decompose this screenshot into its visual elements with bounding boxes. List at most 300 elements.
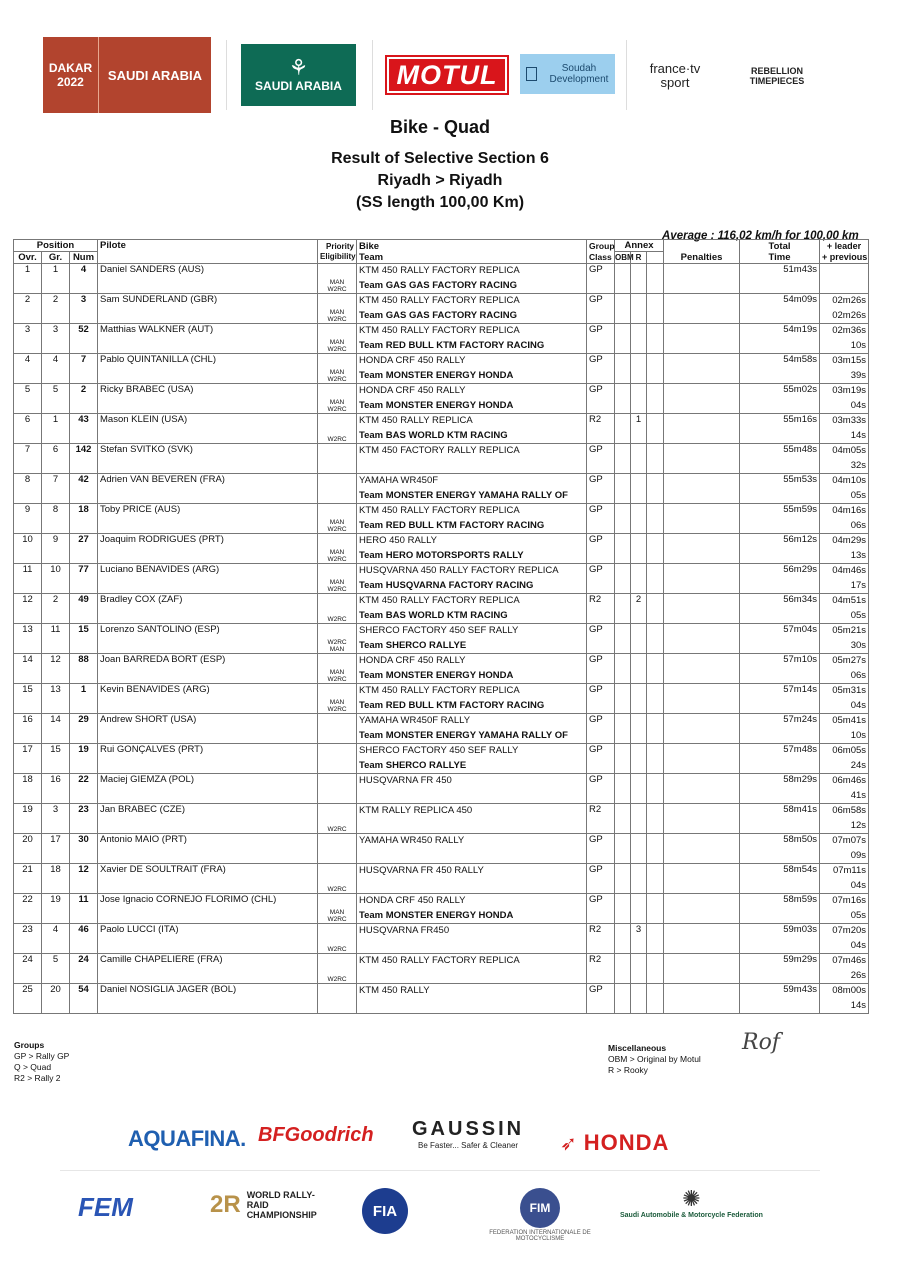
num-value: 11	[78, 894, 89, 905]
table-row	[14, 384, 869, 414]
cell-r	[631, 504, 647, 534]
class-value: GP	[589, 774, 603, 785]
eligibility-tag: MAN	[329, 519, 345, 526]
cell-penalties	[664, 984, 740, 1014]
cell-obm	[615, 414, 631, 444]
cell-gr	[42, 684, 70, 714]
dakar-name: DAKAR	[48, 61, 93, 75]
honda-logo	[560, 1130, 669, 1156]
cell-time	[740, 684, 820, 714]
pilote-name: Ricky BRABEC (USA)	[100, 384, 194, 395]
gap-previous: 13s	[850, 550, 867, 561]
cell-eligibility	[318, 654, 357, 684]
table-row	[14, 594, 869, 624]
cell-extra	[647, 654, 664, 684]
total-time: 54m58s	[783, 354, 818, 365]
eligibility-tag: W2RC	[327, 616, 347, 623]
ovr-value: 7	[24, 444, 31, 455]
gr-value: 18	[50, 864, 61, 875]
gap-previous: 17s	[850, 580, 867, 591]
gr-value: 15	[50, 744, 61, 755]
team-name: Team MONSTER ENERGY HONDA	[359, 400, 514, 411]
samf-label: Saudi Automobile & Motorcycle Federation	[620, 1212, 763, 1219]
num-value: 29	[78, 714, 89, 725]
table-row	[14, 714, 869, 744]
gaussin-logo	[412, 1118, 524, 1150]
num-value: 142	[75, 444, 92, 455]
gap-leader: 02m36s	[832, 325, 867, 336]
cell-gaps	[820, 264, 869, 294]
cell-penalties	[664, 444, 740, 474]
cell-r	[631, 414, 647, 444]
gr-value: 17	[50, 834, 61, 845]
gr-value: 1	[52, 264, 59, 275]
pilote-name: Rui GONÇALVES (PRT)	[100, 744, 204, 755]
gr-value: 20	[50, 984, 61, 995]
eligibility-tag: MAN	[329, 909, 345, 916]
gap-previous: 26s	[850, 970, 867, 981]
header-obm: OBM	[615, 253, 634, 262]
rooky-value: 1	[635, 414, 642, 425]
cell-bike-team	[357, 324, 587, 354]
france-tv-sub: sport	[660, 75, 690, 90]
cell-time	[740, 894, 820, 924]
class-value: R2	[589, 954, 602, 965]
gap-previous: 04s	[850, 700, 867, 711]
table-row	[14, 534, 869, 564]
bike-model: SHERCO FACTORY 450 SEF RALLY	[359, 625, 519, 636]
bike-model: HONDA CRF 450 RALLY	[359, 895, 466, 906]
cell-class	[587, 444, 615, 474]
cell-eligibility	[318, 954, 357, 984]
cell-extra	[647, 444, 664, 474]
cell-pilote	[98, 384, 318, 414]
class-value: GP	[589, 624, 603, 635]
eligibility-tag: W2RC	[327, 676, 347, 683]
bike-model: YAMAHA WR450F RALLY	[359, 715, 471, 726]
cell-class	[587, 594, 615, 624]
samf-emblem-icon: ✺	[682, 1186, 701, 1211]
cell-eligibility	[318, 534, 357, 564]
cell-time	[740, 804, 820, 834]
cell-num	[70, 414, 98, 444]
class-value: GP	[589, 894, 603, 905]
cell-eligibility	[318, 294, 357, 324]
gap-previous: 41s	[850, 790, 867, 801]
cell-bike-team	[357, 444, 587, 474]
gap-previous: 04s	[850, 940, 867, 951]
header-total-time	[740, 240, 820, 264]
cell-num	[70, 354, 98, 384]
team-name: Team GAS GAS FACTORY RACING	[359, 280, 518, 291]
gap-previous: 14s	[850, 1000, 867, 1011]
cell-ovr	[14, 264, 42, 294]
cell-extra	[647, 864, 664, 894]
total-time: 59m29s	[783, 954, 818, 965]
table-row	[14, 684, 869, 714]
ovr-value: 11	[22, 564, 33, 575]
gap-previous: 30s	[850, 640, 867, 651]
cell-time	[740, 864, 820, 894]
cell-ovr	[14, 864, 42, 894]
class-value: GP	[589, 564, 603, 575]
cell-pilote	[98, 534, 318, 564]
eligibility-tag: MAN	[329, 369, 345, 376]
cell-pilote	[98, 654, 318, 684]
header-ovr: Ovr.	[14, 252, 42, 264]
cell-r	[631, 264, 647, 294]
cell-penalties	[664, 834, 740, 864]
gap-leader: 04m29s	[832, 535, 867, 546]
table-row	[14, 504, 869, 534]
gap-previous: 06s	[850, 520, 867, 531]
num-value: 88	[78, 654, 89, 665]
cell-penalties	[664, 624, 740, 654]
eligibility-tag: W2RC	[327, 376, 347, 383]
cell-num	[70, 744, 98, 774]
cell-bike-team	[357, 714, 587, 744]
cell-time	[740, 354, 820, 384]
cell-r	[631, 654, 647, 684]
total-time: 59m03s	[783, 924, 818, 935]
cell-eligibility	[318, 894, 357, 924]
num-value: 43	[78, 414, 89, 425]
class-value: GP	[589, 654, 603, 665]
gap-leader: 04m10s	[832, 475, 867, 486]
cell-bike-team	[357, 684, 587, 714]
cell-time	[740, 414, 820, 444]
honda-wing-icon: ➶	[560, 1132, 578, 1155]
cell-penalties	[664, 504, 740, 534]
ovr-value: 8	[24, 474, 31, 485]
cell-num	[70, 594, 98, 624]
motul-logo: MOTUL	[387, 57, 507, 93]
cell-time	[740, 624, 820, 654]
cell-ovr	[14, 894, 42, 924]
cell-class	[587, 504, 615, 534]
gr-value: 10	[50, 564, 61, 575]
bike-model: KTM 450 RALLY FACTORY REPLICA	[359, 265, 520, 276]
cell-time	[740, 714, 820, 744]
total-time: 58m54s	[783, 864, 818, 875]
gap-previous: 05s	[850, 910, 867, 921]
cell-obm	[615, 714, 631, 744]
cell-num	[70, 714, 98, 744]
cell-class	[587, 414, 615, 444]
cell-eligibility	[318, 864, 357, 894]
num-value: 2	[80, 384, 87, 395]
cell-obm	[615, 474, 631, 504]
gr-value: 6	[52, 444, 59, 455]
num-value: 22	[78, 774, 89, 785]
cell-gr	[42, 294, 70, 324]
cell-r	[631, 354, 647, 384]
cell-gr	[42, 534, 70, 564]
world-rally-raid-logo	[210, 1190, 319, 1220]
cell-pilote	[98, 984, 318, 1014]
cell-gr	[42, 864, 70, 894]
cell-eligibility	[318, 774, 357, 804]
cell-num	[70, 534, 98, 564]
pilote-name: Daniel NOSIGLIA JAGER (BOL)	[100, 984, 237, 995]
gap-previous: 05s	[850, 610, 867, 621]
cell-gaps	[820, 474, 869, 504]
cell-ovr	[14, 834, 42, 864]
samf-logo	[620, 1186, 763, 1219]
eligibility-tag: W2RC	[327, 706, 347, 713]
cell-eligibility	[318, 714, 357, 744]
team-name: Team RED BULL KTM FACTORY RACING	[359, 700, 545, 711]
cell-extra	[647, 984, 664, 1014]
cell-obm	[615, 894, 631, 924]
header-penalties: Penalties	[664, 240, 740, 264]
header-bike	[357, 240, 587, 264]
gr-value: 5	[52, 954, 59, 965]
cell-num	[70, 444, 98, 474]
class-value: GP	[589, 384, 603, 395]
total-time: 55m59s	[783, 504, 818, 515]
eligibility-tag: W2RC	[327, 886, 347, 893]
class-value: GP	[589, 324, 603, 335]
cell-pilote	[98, 894, 318, 924]
num-value: 52	[78, 324, 89, 335]
gap-previous: 04s	[850, 400, 867, 411]
cell-penalties	[664, 774, 740, 804]
table-row	[14, 984, 869, 1014]
num-value: 12	[78, 864, 89, 875]
ovr-value: 10	[22, 534, 33, 545]
team-name: Team HERO MOTORSPORTS RALLY	[359, 550, 524, 561]
pilote-name: Toby PRICE (AUS)	[100, 504, 181, 515]
cell-pilote	[98, 924, 318, 954]
cell-gr	[42, 504, 70, 534]
groups-item: Q > Quad	[14, 1062, 52, 1072]
cell-gaps	[820, 534, 869, 564]
gr-value: 2	[52, 594, 59, 605]
cell-num	[70, 564, 98, 594]
ovr-value: 23	[22, 924, 33, 935]
eligibility-tag: W2RC	[327, 406, 347, 413]
cell-extra	[647, 264, 664, 294]
gr-value: 4	[52, 924, 59, 935]
cell-time	[740, 924, 820, 954]
cell-class	[587, 294, 615, 324]
gap-previous: 02m26s	[832, 310, 867, 321]
table-row	[14, 294, 869, 324]
cell-pilote	[98, 624, 318, 654]
cell-gr	[42, 924, 70, 954]
cell-ovr	[14, 474, 42, 504]
cell-gr	[42, 894, 70, 924]
cell-ovr	[14, 384, 42, 414]
cell-gr	[42, 474, 70, 504]
cell-extra	[647, 954, 664, 984]
honda-label: HONDA	[583, 1130, 670, 1155]
header-gaps	[820, 240, 869, 264]
cell-bike-team	[357, 414, 587, 444]
pilote-name: Mason KLEIN (USA)	[100, 414, 188, 425]
num-value: 7	[80, 354, 87, 365]
gap-leader: 07m46s	[832, 955, 867, 966]
header-priority	[318, 240, 357, 264]
header-time-label: Time	[768, 251, 791, 263]
gap-leader: 06m05s	[832, 745, 867, 756]
cell-gaps	[820, 744, 869, 774]
cell-gaps	[820, 774, 869, 804]
cell-gr	[42, 414, 70, 444]
gap-previous: 05s	[850, 490, 867, 501]
total-time: 57m48s	[783, 744, 818, 755]
average-speed: Average : 116,02 km/h for 100,00 km	[662, 230, 859, 242]
ovr-value: 12	[22, 594, 33, 605]
cell-eligibility	[318, 834, 357, 864]
cell-gr	[42, 834, 70, 864]
header-empty	[647, 252, 664, 264]
gr-value: 9	[52, 534, 59, 545]
fem-logo: FEM	[78, 1192, 133, 1222]
eligibility-tag: W2RC	[327, 436, 347, 443]
header-bike-label: Bike	[359, 240, 380, 252]
total-time: 55m48s	[783, 444, 818, 455]
cell-class	[587, 714, 615, 744]
cell-pilote	[98, 294, 318, 324]
cell-bike-team	[357, 564, 587, 594]
fim-label: FEDERATION INTERNATIONALE DE MOTOCYCLISME	[489, 1230, 591, 1242]
ovr-value: 13	[22, 624, 33, 635]
cell-bike-team	[357, 834, 587, 864]
cell-time	[740, 294, 820, 324]
cell-extra	[647, 804, 664, 834]
bike-model: YAMAHA WR450F	[359, 475, 439, 486]
header-eligibility-label: Eligibility	[320, 251, 356, 261]
num-value: 77	[78, 564, 89, 575]
ovr-value: 24	[22, 954, 33, 965]
divider	[60, 1170, 820, 1171]
gap-previous: 06s	[850, 670, 867, 681]
num-value: 23	[78, 804, 89, 815]
class-value: R2	[589, 804, 602, 815]
gap-previous: 24s	[850, 760, 867, 771]
table-row	[14, 264, 869, 294]
class-value: GP	[589, 834, 603, 845]
cell-gaps	[820, 894, 869, 924]
cell-penalties	[664, 324, 740, 354]
cell-obm	[615, 294, 631, 324]
num-value: 54	[78, 984, 89, 995]
cell-bike-team	[357, 864, 587, 894]
ovr-value: 21	[22, 864, 33, 875]
cell-eligibility	[318, 594, 357, 624]
cell-extra	[647, 384, 664, 414]
bike-model: HUSQVARNA FR 450 RALLY	[359, 865, 484, 876]
cell-pilote	[98, 444, 318, 474]
num-value: 19	[78, 744, 89, 755]
table-row	[14, 564, 869, 594]
misc-legend	[608, 1043, 701, 1076]
cell-num	[70, 684, 98, 714]
cell-num	[70, 474, 98, 504]
pilote-name: Joan BARREDA BORT (ESP)	[100, 654, 226, 665]
pilote-name: Camille CHAPELIERE (FRA)	[100, 954, 223, 965]
cell-extra	[647, 594, 664, 624]
cell-ovr	[14, 954, 42, 984]
france-tv-label: france·tv	[649, 61, 701, 76]
cell-r	[631, 864, 647, 894]
bike-model: HONDA CRF 450 RALLY	[359, 655, 466, 666]
eligibility-tag: MAN	[329, 399, 345, 406]
cell-pilote	[98, 324, 318, 354]
cell-num	[70, 264, 98, 294]
eligibility-tag: MAN	[329, 699, 345, 706]
eligibility-tag: W2RC	[327, 556, 347, 563]
cell-gr	[42, 564, 70, 594]
cell-obm	[615, 594, 631, 624]
bike-model: HUSQVARNA FR 450	[359, 775, 452, 786]
cell-gr	[42, 714, 70, 744]
pilote-name: Paolo LUCCI (ITA)	[100, 924, 179, 935]
cell-pilote	[98, 564, 318, 594]
gr-value: 3	[52, 324, 59, 335]
cell-pilote	[98, 594, 318, 624]
cell-penalties	[664, 894, 740, 924]
gr-value: 7	[52, 474, 59, 485]
cell-gaps	[820, 384, 869, 414]
ovr-value: 22	[22, 894, 33, 905]
divider	[626, 40, 627, 110]
bike-model: KTM 450 RALLY FACTORY REPLICA	[359, 595, 520, 606]
eligibility-tag: MAN	[329, 279, 345, 286]
pilote-name: Jan BRABEC (CZE)	[100, 804, 186, 815]
groups-item: GP > Rally GP	[14, 1051, 70, 1061]
pilote-name: Andrew SHORT (USA)	[100, 714, 197, 725]
gap-leader: 07m16s	[832, 895, 867, 906]
cell-obm	[615, 924, 631, 954]
cell-obm	[615, 984, 631, 1014]
team-name: Team SHERCO RALLYE	[359, 640, 467, 651]
gr-value: 14	[50, 714, 61, 725]
num-value: 4	[80, 264, 87, 275]
cell-obm	[615, 504, 631, 534]
cell-bike-team	[357, 384, 587, 414]
france-tv-logo	[635, 60, 715, 92]
pilote-name: Bradley COX (ZAF)	[100, 594, 183, 605]
pilote-name: Xavier DE SOULTRAIT (FRA)	[100, 864, 226, 875]
cell-r	[631, 894, 647, 924]
cell-penalties	[664, 294, 740, 324]
gap-leader: 07m11s	[832, 865, 867, 876]
cell-r	[631, 594, 647, 624]
cell-r	[631, 564, 647, 594]
divider	[372, 40, 373, 110]
cell-penalties	[664, 864, 740, 894]
header-total-label: Total	[768, 240, 791, 252]
total-time: 55m16s	[783, 414, 818, 425]
total-time: 58m50s	[783, 834, 818, 845]
cell-time	[740, 564, 820, 594]
cell-class	[587, 834, 615, 864]
cell-ovr	[14, 684, 42, 714]
total-time: 56m29s	[783, 564, 818, 575]
cell-bike-team	[357, 804, 587, 834]
cell-obm	[615, 804, 631, 834]
cell-extra	[647, 414, 664, 444]
num-value: 3	[80, 294, 87, 305]
cell-pilote	[98, 504, 318, 534]
eligibility-tag: MAN	[329, 669, 345, 676]
cell-r	[631, 744, 647, 774]
cell-bike-team	[357, 654, 587, 684]
cell-bike-team	[357, 264, 587, 294]
